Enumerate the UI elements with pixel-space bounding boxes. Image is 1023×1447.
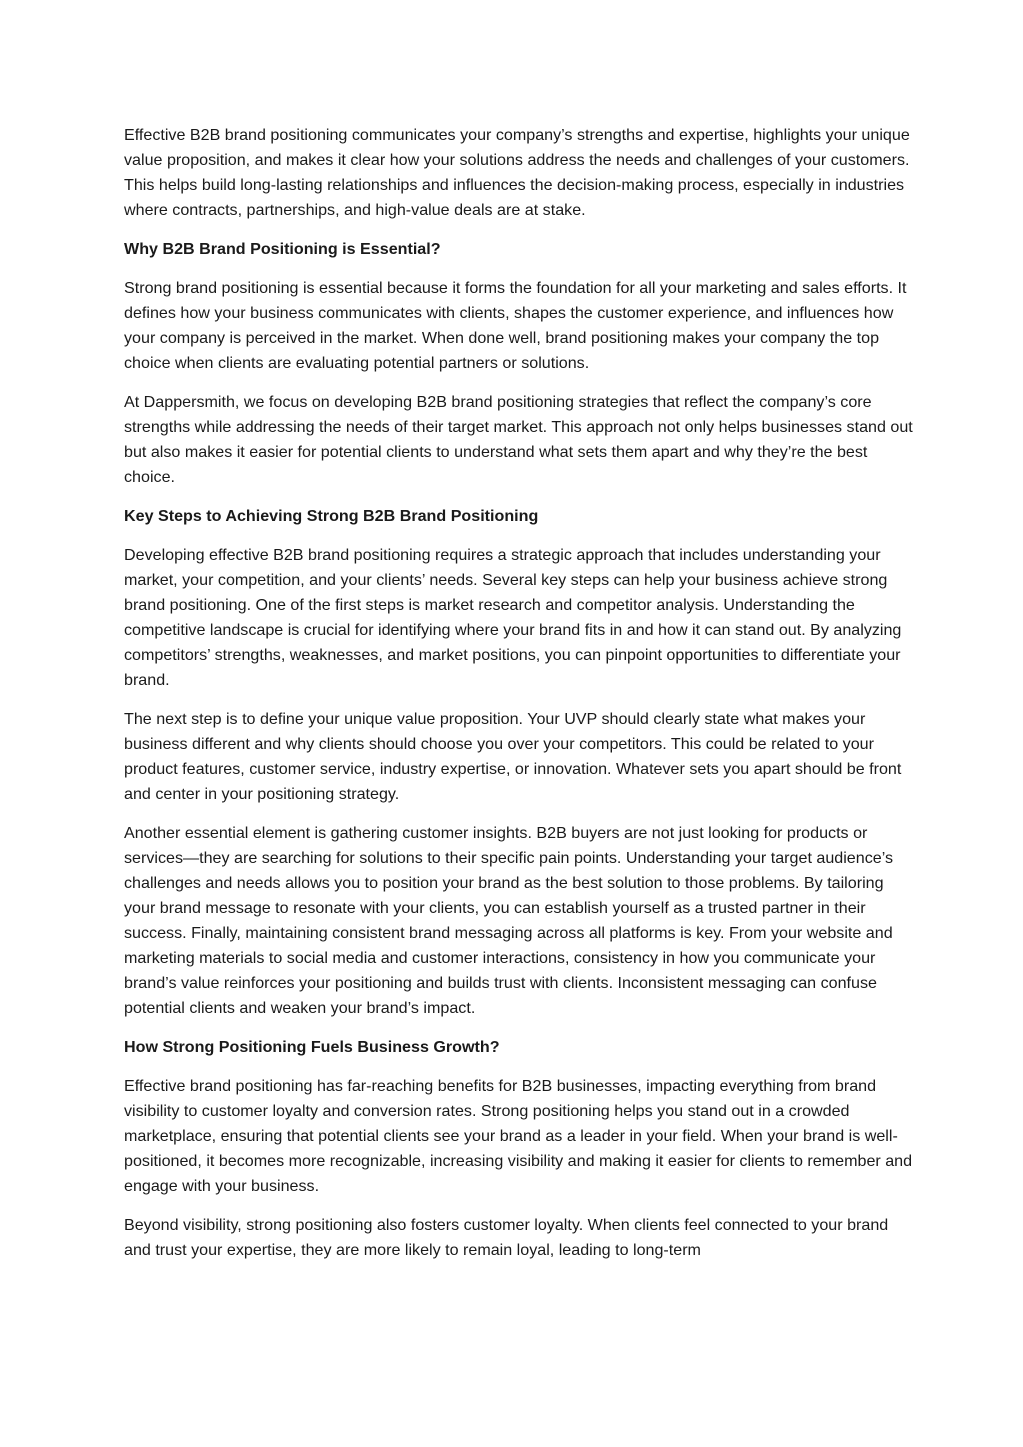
key-steps-paragraph: Developing effective B2B brand positioning requires a strategic approach that includes understanding your market, your competition, and your clients’ needs. Several key steps can help your business achieve strong brand positioning. One of the first steps is market research and competitor analysis. Understanding the competitive landscape is crucial for identifying where your brand fits in and how it can stand out. By analyzing competitors’ strengths, weaknesses, and market positions, you can pinpoint opportunities to differentiate your brand. — [124, 546, 902, 689]
growth-paragraph: Effective brand positioning has far-reaching benefits for B2B businesses, impacting everything from brand visibility to customer loyalty and conversion rates. Strong positioning helps you stand out in a crowded marketplace, ensuring that potential clients see your brand as a leader in your field. When your brand is well-positioned, it becomes more recognizable, increasing visibility and making it easier for clients to remember and engage with your business. — [124, 1077, 913, 1195]
document-page — [124, 123, 914, 1277]
intro-paragraph: Effective B2B brand positioning communicates your company’s strengths and expertise, highlights your unique value proposition, and makes it clear how your solutions address the needs and challenges of your customers. This helps build long-lasting relationships and influences the decision-making process, especially in industries where contracts, partnerships, and high-value deals are at stake. — [124, 126, 910, 219]
dappersmith-paragraph: At Dappersmith, we focus on developing B2B brand positioning strategies that reflect the company’s core strengths while addressing the needs of their target market. This approach not only helps businesses stand out but also makes it easier for potential clients to understand what sets them apart and why they’re the best choice. — [124, 393, 913, 486]
uvp-paragraph: The next step is to define your unique value proposition. Your UVP should clearly state what makes your business different and why clients should choose you over your competitors. This could be related to your product features, customer service, industry expertise, or innovation. Whatever sets you apart should be front and center in your positioning strategy. — [124, 710, 902, 803]
heading-growth: How Strong Positioning Fuels Business Growth? — [124, 1038, 500, 1056]
essential-paragraph: Strong brand positioning is essential because it forms the foundation for all your marketing and sales efforts. It defines how your business communicates with clients, shapes the customer experience, and influences how your company is perceived in the market. When done well, brand positioning makes your company the top choice when clients are evaluating potential partners or solutions. — [124, 279, 907, 372]
insights-paragraph: Another essential element is gathering customer insights. B2B buyers are not just looking for products or services—they are searching for solutions to their specific pain points. Understanding your target audience’s challenges and needs allows you to position your brand as the best solution to those problems. By tailoring your brand message to resonate with your clients, you can establish yourself as a trusted partner in their success. Finally, maintaining consistent brand messaging across all platforms is key. From your website and marketing materials to social media and customer interactions, consistency in how you communicate your brand’s value reinforces your positioning and builds trust with clients. Inconsistent messaging can confuse potential clients and weaken your brand’s impact. — [124, 824, 894, 1017]
loyalty-paragraph: Beyond visibility, strong positioning also fosters customer loyalty. When clients feel connected to your brand and trust your expertise, they are more likely to remain loyal, leading to long-term — [124, 1216, 889, 1259]
heading-key-steps: Key Steps to Achieving Strong B2B Brand Positioning — [124, 507, 539, 525]
heading-why-essential: Why B2B Brand Positioning is Essential? — [124, 240, 441, 258]
